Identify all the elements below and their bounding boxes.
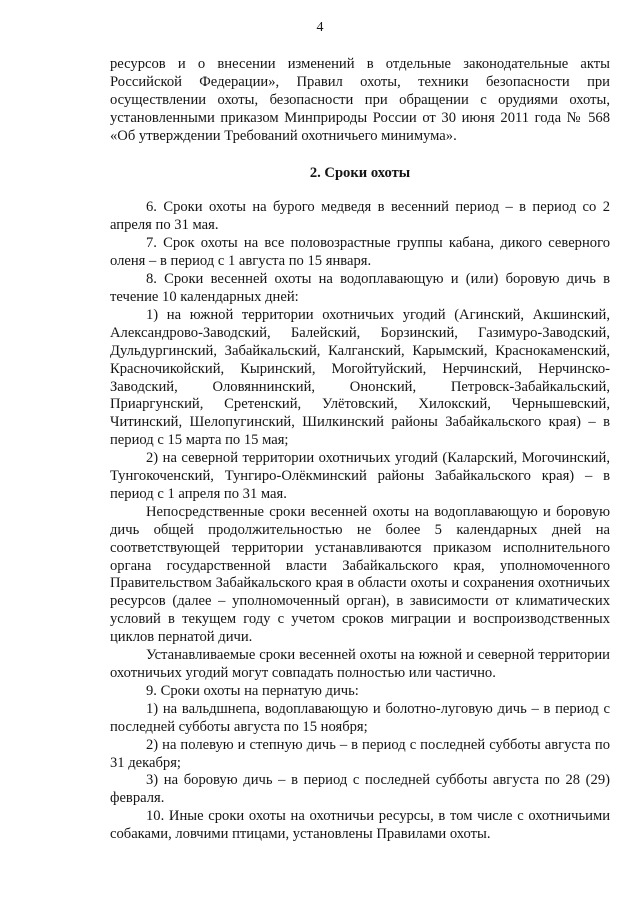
- subparagraph-woodcock: 1) на вальдшнепа, водоплавающую и болотно-луговую дичь – в период с последней субботы августа по 15 ноября;: [110, 700, 610, 735]
- subparagraph-upland-game: 3) на боровую дичь – в период с последней субботы августа по 28 (29) февраля.: [110, 772, 610, 807]
- paragraph-item-10: 10. Иные сроки охоты на охотничьи ресурсы, в том числе с охотничьими собаками, ловчими птицами, установлены Правилами охоты.: [110, 808, 610, 843]
- paragraph-spring-hunt-dates: Непосредственные сроки весенней охоты на водоплавающую и боровую дичь общей продолжительностью не более 5 календарных дней на соответствующей территории устанавливаются приказом исполнительного органа государственной власти Забайкальского края, уполномоченного Правительством Забайкальского края в области охоты и сохранения охотничьих ресурсов (далее – уполномоченный орган), в зависимости от климатических условий в текущем году с учетом сроков миграции и воспроизводственных циклов пернатой дичи.: [110, 503, 610, 646]
- intro-paragraph: ресурсов и о внесении изменений в отдельные законодательные акты Российской Федерации», Правил охоты, техники безопасности при осуществлении охоты, безопасности при обращении с орудиями охоты, установленными приказом Минприроды России от 30 июня 2011 года № 568 «Об утверждении Требований охотничьего минимума».: [110, 56, 610, 144]
- page-number: 4: [316, 20, 324, 35]
- subparagraph-north-territory: 2) на северной территории охотничьих угодий (Каларский, Могочинский, Тунгокоченский, Тунгиро-Олёкминский районы Забайкальского края) – в период с 1 апреля по 31 мая.: [110, 450, 610, 502]
- paragraph-item-8: 8. Сроки весенней охоты на водоплавающую и (или) боровую дичь в течение 10 календарных дней:: [110, 271, 610, 305]
- subparagraph-field-game: 2) на полевую и степную дичь – в период с последней субботы августа по 31 декабря;: [110, 736, 610, 771]
- subparagraph-south-territory: 1) на южной территории охотничьих угодий (Агинский, Акшинский, Александрово-Заводский, Балейский, Борзинский, Газимуро-Заводский, Дульдургинский, Забайкальский, Калганский, Карымский, Краснокаменский, Красночикойский, Кыринский, Могойтуйский, Нерчинский, Нерчинско-Заводский, Оловяннинский, Ононский, Петровск-Забайкальский, Приаргунский, Сретенский, Улётовский, Хилокский, Чернышевский, Читинский, Шелопугинский, Шилкинский районы Забайкальского края) – в период с 15 марта по 15 мая;: [110, 306, 610, 449]
- paragraph-item-6: 6. Сроки охоты на бурого медведя в весенний период – в период со 2 апреля по 31 мая.: [110, 199, 610, 234]
- paragraph-territory-overlap: Устанавливаемые сроки весенней охоты на южной и северной территории охотничьих угодий могут совпадать полностью или частично.: [110, 647, 610, 681]
- document-body: [110, 56, 610, 844]
- paragraph-item-9: 9. Сроки охоты на пернатую дичь:: [146, 682, 359, 699]
- section-title: 2. Сроки охоты: [309, 164, 411, 181]
- paragraph-item-7: 7. Срок охоты на все половозрастные группы кабана, дикого северного оленя – в период с 1 августа по 15 января.: [110, 235, 610, 270]
